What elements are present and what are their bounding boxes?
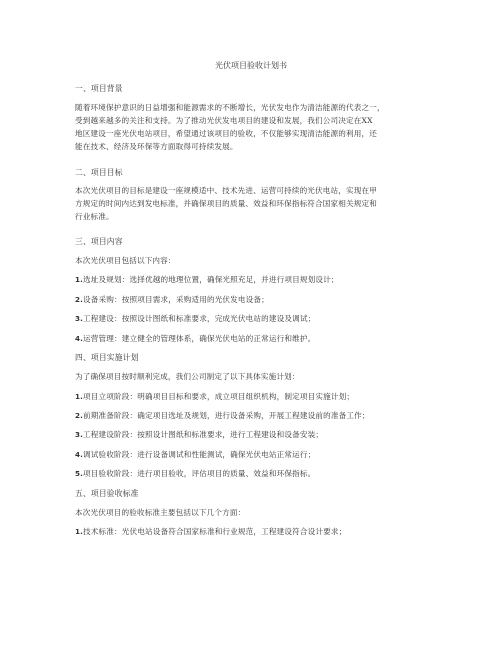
section-5-item	[75, 525, 435, 538]
section-4-item	[75, 448, 435, 461]
paragraph-line: 能在技术、经济及环保等方面取得可持续发展。	[75, 142, 238, 151]
section-2-heading: 二、项目目标	[75, 168, 123, 177]
section-4-item	[75, 428, 435, 441]
item-number: 3.	[75, 430, 84, 439]
item-number: 2.	[75, 295, 84, 304]
item-text: 前期准备阶段：确定项目选址及规划，进行设备采购，开展工程建设前的准备工作；	[83, 411, 370, 420]
section-3-intro: 本次光伏项目包括以下内容：	[75, 256, 176, 265]
item-number: 1.	[75, 392, 84, 401]
paragraph-line: 地区建设一座光伏电站项目，希望通过该项目的验收，不仅能够实现清洁能源的利用，还	[75, 129, 378, 138]
section-5-heading: 五、项目验收标准	[75, 489, 139, 498]
item-number: 1.	[75, 275, 84, 284]
item-number: 3.	[75, 314, 84, 323]
section-2-paragraph	[75, 184, 435, 223]
item-number: 5.	[75, 469, 84, 478]
section-4-item	[75, 390, 435, 403]
item-text: 项目立项阶段：明确项目目标和要求，成立项目组织机构，制定项目实施计划；	[83, 392, 355, 401]
section-5-intro: 本次光伏项目的验收标准主要包括以下几个方面：	[75, 508, 246, 517]
item-number: 4.	[75, 450, 84, 459]
item-text: 调试验收阶段：进行设备调试和性能测试，确保光伏电站正常运行；	[83, 450, 316, 459]
item-text: 设备采购：按照项目需求，采购适用的光伏发电设备；	[83, 295, 269, 304]
item-text: 选址及规划：选择优越的地理位置，确保光照充足，并进行项目规划设计；	[83, 275, 339, 284]
item-number: 2.	[75, 411, 84, 420]
document-title: 光伏项目验收计划书	[215, 61, 287, 70]
section-4-item	[75, 467, 435, 480]
section-4-item	[75, 409, 435, 422]
section-1-heading: 一、项目背景	[75, 84, 123, 93]
section-3-item	[75, 332, 435, 345]
paragraph-line: 随着环境保护意识的日益增强和能源需求的不断增长，光伏发电作为清洁能源的代表之一，	[75, 103, 385, 112]
section-3-heading: 三、项目内容	[75, 237, 123, 246]
item-text: 技术标准：光伏电站设备符合国家标准和行业规范，工程建设符合设计要求；	[83, 527, 347, 536]
item-text: 工程建设阶段：按照设计图纸和标准要求，进行工程建设和设备安装；	[83, 430, 324, 439]
item-text: 项目验收阶段：进行项目验收，评估项目的质量、效益和环保指标。	[83, 469, 316, 478]
paragraph-line: 本次光伏项目的目标是建设一座规模适中、技术先进、运营可持续的光伏电站，实现在甲	[75, 186, 378, 195]
paragraph-line: 方规定的时间内达到发电标准，并确保项目的质量、效益和环保指标符合国家相关规定和	[75, 199, 378, 208]
item-text: 运营管理：建立健全的管理体系，确保光伏电站的正常运行和维护。	[83, 334, 316, 343]
section-3-item	[75, 312, 435, 325]
section-1-paragraph	[75, 101, 435, 153]
paragraph-line: 受到越来越多的关注和支持。为了推动光伏发电项目的建设和发展，我们公司决定在XX	[75, 116, 373, 125]
section-4-heading: 四、项目实施计划	[75, 353, 139, 362]
item-text: 工程建设：按照设计图纸和标准要求，完成光伏电站的建设及调试；	[83, 314, 316, 323]
section-3-item	[75, 273, 435, 286]
item-number: 4.	[75, 334, 84, 343]
section-3-item	[75, 293, 435, 306]
paragraph-line: 行业标准。	[75, 212, 114, 221]
item-number: 1.	[75, 527, 84, 536]
section-4-intro: 为了确保项目按时顺利完成，我们公司制定了以下具体实施计划：	[75, 372, 300, 381]
